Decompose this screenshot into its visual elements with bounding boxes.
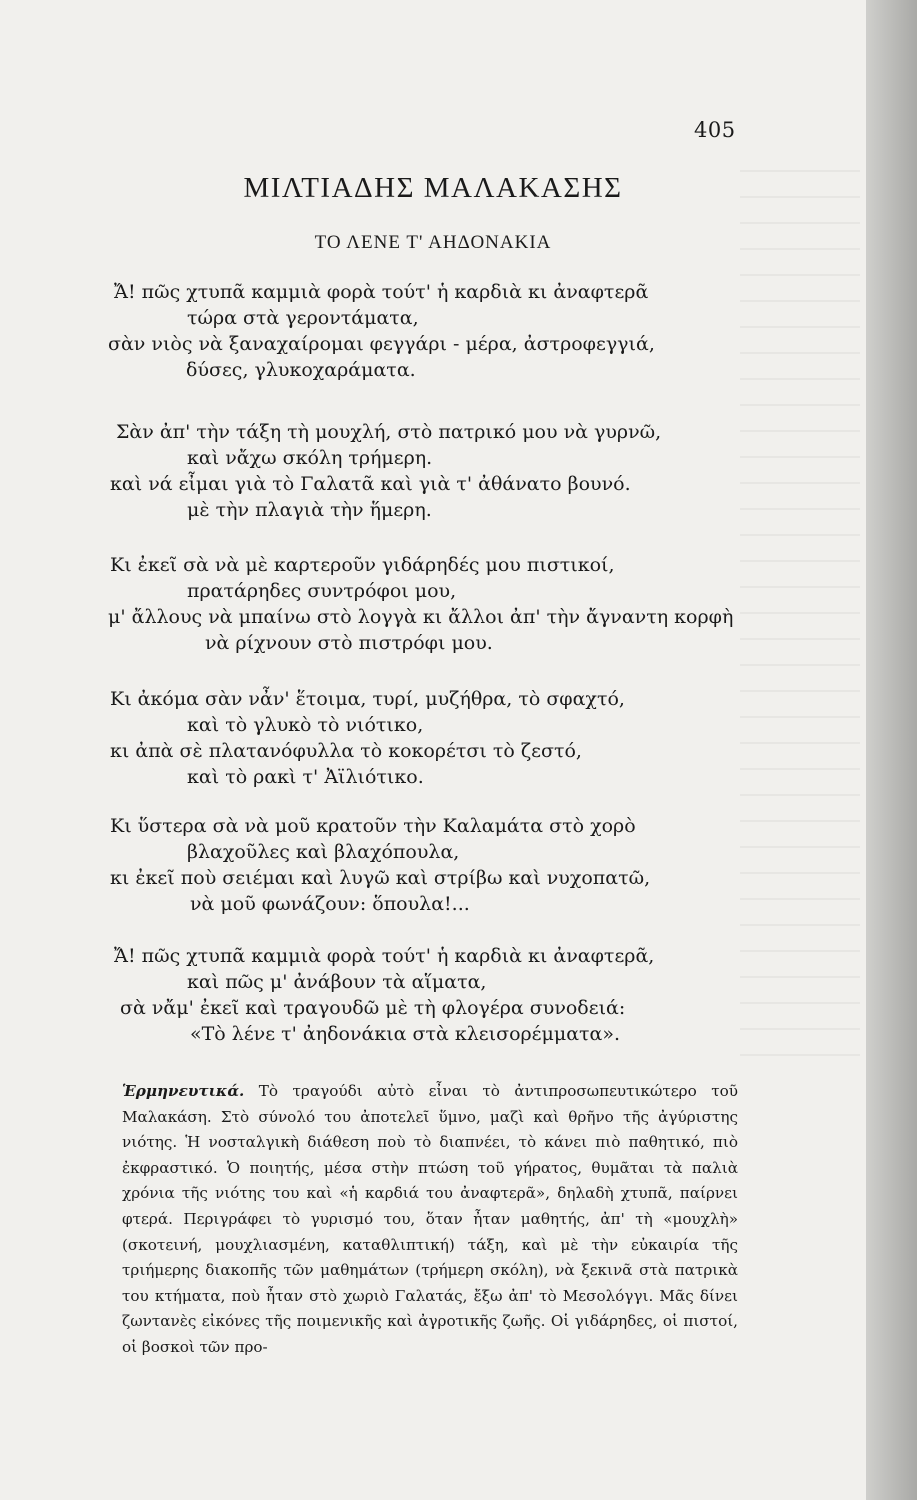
poem-title: ΤΟ ΛΕΝΕ Τ' ΑΗΔΟΝΑΚΙΑ	[314, 232, 552, 253]
verse-line: Κι ἐκεῖ σὰ νὰ μὲ καρτεροῦν γιδάρηδές μου πιστικοί,	[110, 554, 615, 576]
verse-line: Ἄ! πῶς χτυπᾶ καμμιὰ φορὰ τούτ' ἡ καρδιὰ κι ἀναφτερᾶ,	[114, 945, 655, 967]
author-heading: ΜΙΛΤΙΑΔΗΣ ΜΑΛΑΚΑΣΗΣ	[243, 172, 623, 204]
commentary-label: Ἑρμηνευτικά.	[122, 1082, 245, 1100]
verse-line: «Τὸ λένε τ' ἀηδονάκια στὰ κλεισορέμματα».	[190, 1023, 621, 1045]
verse-line: νὰ μοῦ φωνάζουν: ὅπουλα!...	[190, 893, 470, 915]
verse-line: μ' ἄλλους νὰ μπαίνω στὸ λογγὰ κι ἄλλοι ἀπ' τὴν ἄγναντη κορφὴ	[108, 606, 734, 628]
verse-line: σὰν νιὸς νὰ ξαναχαίρομαι φεγγάρι - μέρα, ἀστροφεγγιά,	[108, 333, 655, 355]
verse-line: νὰ ρίχνουν στὸ πιστρόφι μου.	[205, 632, 493, 654]
verse-line: μὲ τὴν πλαγιὰ τὴν ἥμερη.	[187, 499, 432, 521]
verse-line: τώρα στὰ γεροντάματα,	[187, 307, 419, 329]
verse-line: καὶ τὸ ρακὶ τ' Ἀϊλιότικο.	[187, 766, 424, 788]
verse-line: Κι ὕστερα σὰ νὰ μοῦ κρατοῦν τὴν Καλαμάτα στὸ χορὸ	[110, 815, 636, 837]
verse-line: καὶ νἄχω σκόλη τρήμερη.	[187, 447, 433, 469]
verse-line: κι ἀπὰ σὲ πλατανόφυλλα τὸ κοκορέτσι τὸ ζεστό,	[110, 740, 582, 762]
verse-line: Κι ἀκόμα σὰν νἆν' ἕτοιμα, τυρί, μυζήθρα, τὸ σφαχτό,	[110, 688, 625, 710]
verse-line: βλαχοῦλες καὶ βλαχόπουλα,	[187, 841, 460, 863]
verse-line: κι ἐκεῖ ποὺ σειέμαι καὶ λυγῶ καὶ στρίβω καὶ νυχοπατῶ,	[110, 867, 651, 889]
verse-line: καὶ τὸ γλυκὸ τὸ νιότικο,	[187, 714, 424, 736]
show-through-text	[740, 170, 860, 1070]
verse-line: Σὰν ἀπ' τὴν τάξη τὴ μουχλή, στὸ πατρικό μου νὰ γυρνῶ,	[116, 421, 662, 443]
commentary-paragraph	[122, 1079, 738, 1361]
verse-line: δύσες, γλυκοχαράματα.	[186, 359, 416, 381]
commentary-text: Τὸ τραγούδι αὐτὸ εἶναι τὸ ἀντιπροσωπευτικώτερο τοῦ Μαλακάση. Στὸ σύνολό του ἀποτελεῖ ὕμνο, μαζὶ καὶ θρῆνο τῆς ἀγύριστης νιότης. Ἡ νοσταλγικὴ διάθεση ποὺ τὸ διαπνέει, τὸ κάνει πιὸ παθητικό, πιὸ ἐκφραστικό. Ὁ ποιητής, μέσα στὴν πτώση τοῦ γήρατος, θυμᾶται τὰ παλιὰ χρόνια τῆς νιότης του καὶ «ἡ καρδιά του ἀναφτερᾶ», δηλαδὴ χτυπᾶ, παίρνει φτερά. Περιγράφει τὸ γυρισμό του, ὅταν ἦταν μαθητής, ἀπ' τὴ «μουχλὴ» (σκοτεινή, μουχλιασμένη, καταθλιπτική) τάξη, καὶ μὲ τὴν εὐκαιρία τῆς τριήμερης διακοπῆς τῶν μαθημάτων (τρήμερη σκόλη), νὰ ξεκινᾶ στὰ πατρικὰ του κτήματα, ποὺ ἦταν στὸ χωριὸ Γαλατάς, ἔξω ἀπ' τὸ Μεσολόγγι. Μᾶς δίνει ζωντανὲς εἰκόνες τῆς ποιμενικῆς καὶ ἀγροτικῆς ζωῆς. Οἱ γιδάρηδες, οἱ πιστοί, οἱ βοσκοὶ τῶν προ-	[122, 1082, 738, 1356]
verse-line: καὶ νά εἶμαι γιὰ τὸ Γαλατᾶ καὶ γιὰ τ' ἀθάνατο βουνό.	[110, 473, 631, 495]
verse-line: Ἄ! πῶς χτυπᾶ καμμιὰ φορὰ τούτ' ἡ καρδιὰ κι ἀναφτερᾶ	[114, 281, 649, 303]
verse-line: πρατάρηδες συντρόφοι μου,	[187, 580, 457, 602]
verse-line: καὶ πῶς μ' ἀνάβουν τὰ αἵματα,	[187, 971, 487, 993]
verse-line: σὰ νἄμ' ἐκεῖ καὶ τραγουδῶ μὲ τὴ φλογέρα συνοδειά:	[120, 997, 626, 1019]
page-edge-shadow	[866, 0, 917, 1500]
page-number: 405	[694, 118, 736, 142]
